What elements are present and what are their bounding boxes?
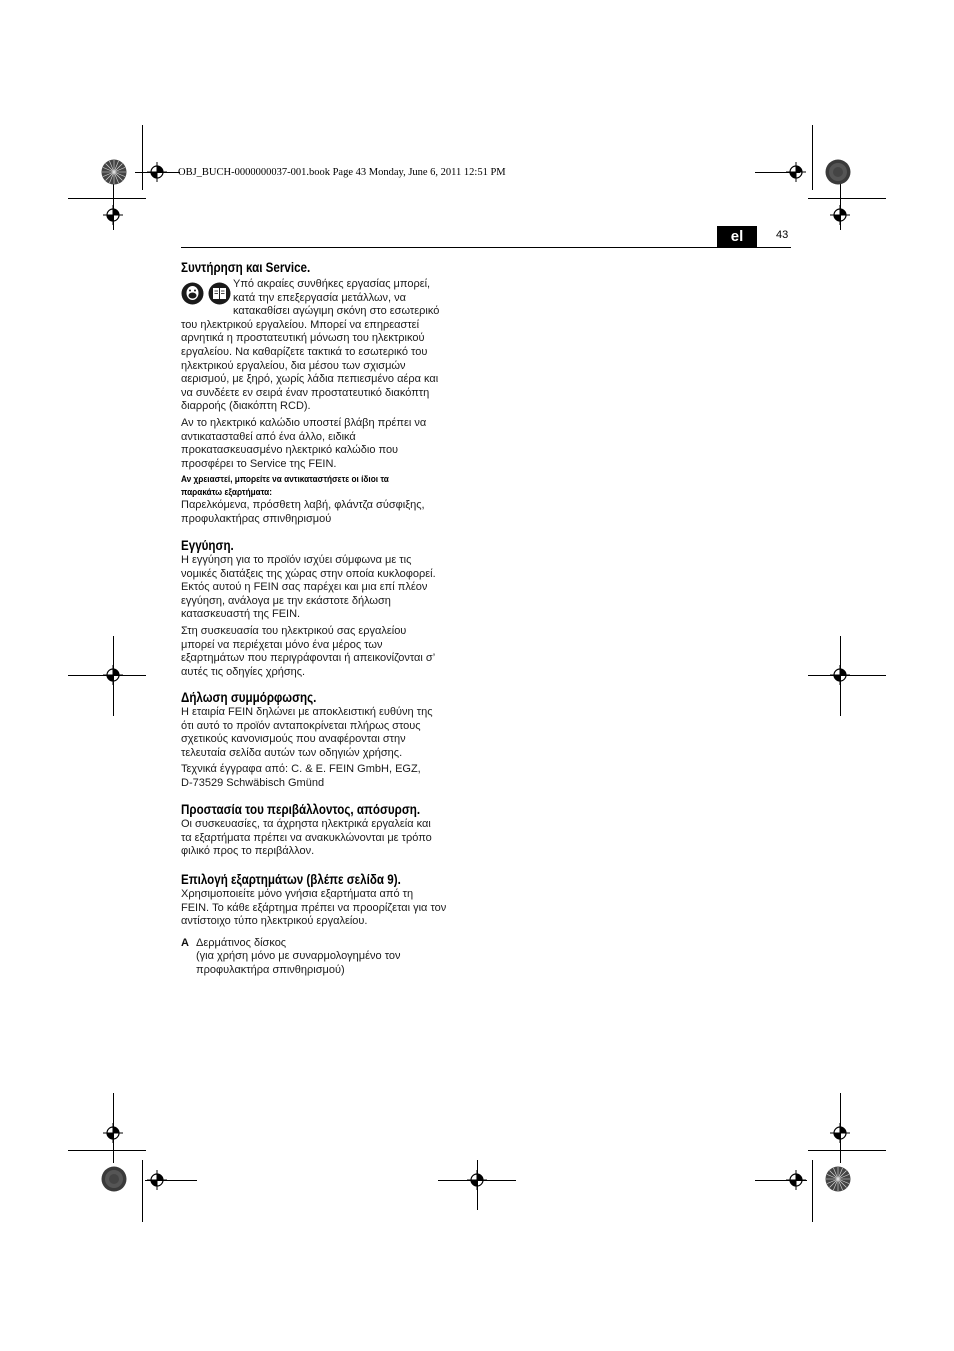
text-line: κατακαθίσει αγώγιμη σκόνη στο εσωτερικό: [233, 305, 440, 318]
crosshair-icon: [467, 1170, 487, 1190]
crosshair-icon: [103, 665, 123, 685]
environment-section: [181, 801, 481, 859]
text-line: Παρελκόμενα, πρόσθετη λαβή, φλάντζα σύσφιξης,: [181, 499, 425, 512]
header-rule: [181, 247, 791, 248]
text-line: τα εξαρτήματα πρέπει να ανακυκλώνονται με τρόπο: [181, 831, 432, 844]
text-line: ηλεκτρικού εργαλείου, δια μέσου των σχισμών: [181, 359, 406, 372]
accessory-item: [181, 937, 481, 978]
text-line: τελευταία σελίδα αυτών των οδηγιών χρήσης.: [181, 746, 403, 759]
text-line: κατασκευαστή της FEIN.: [181, 608, 301, 621]
crosshair-icon: [103, 205, 123, 225]
text-line: Αν χρειαστεί, μπορείτε να αντικαταστήσετε οι ίδιοι τα: [181, 474, 389, 486]
text-line: διαρροής (διακόπτη RCD).: [181, 400, 311, 413]
text-line: σχετικούς κανονισμούς που αναφέρονται στην: [181, 733, 406, 746]
section-title: Εγγύηση.: [181, 538, 234, 553]
text-line: αρνητικά η προστατευτική μόνωση του ηλεκτρικού: [181, 332, 425, 345]
crosshair-icon: [830, 1123, 850, 1143]
text-line: αντικατασταθεί από ένα άλλο, ειδικά: [181, 430, 356, 443]
crosshair-icon: [147, 1170, 167, 1190]
text-line: μπορεί να περιέχεται μόνο ένα μέρος των: [181, 638, 383, 651]
conformity-paragraph: [181, 706, 481, 760]
text-line: κατά την επεξεργασία μετάλλων, να: [233, 291, 407, 304]
text-line: D-73529 Schwäbisch Gmünd: [181, 776, 325, 789]
color-rosette-icon: [825, 1166, 851, 1192]
color-rosette-icon: [101, 1166, 127, 1192]
environment-paragraph: [181, 818, 481, 859]
text-line: παρακάτω εξαρτήματα:: [181, 486, 272, 498]
cable-paragraph: [181, 417, 481, 471]
text-line: Τεχνικά έγγραφα από: C. & E. FEIN GmbH, EGZ,: [181, 763, 421, 776]
text-line: FEIN. Το κάθε εξάρτημα πρέπει να προορίζεται για τον: [181, 901, 447, 914]
conformity-section: [181, 689, 481, 791]
text-line: του ηλεκτρικού εργαλείου. Μπορεί να επηρεαστεί: [181, 318, 420, 331]
accessories-section: [181, 871, 481, 978]
text-line: προσφέρει το Service της FEIN.: [181, 457, 337, 470]
conformity-paragraph: [181, 763, 481, 790]
maintenance-intro: [181, 278, 481, 319]
text-line: προκατασκευασμένο ηλεκτρικό καλώδιο που: [181, 444, 399, 457]
maintenance-paragraph: [181, 319, 481, 414]
section-title: Επιλογή εξαρτημάτων (βλέπε σελίδα 9).: [181, 872, 401, 887]
page-number: 43: [776, 229, 789, 241]
warranty-section: [181, 537, 481, 679]
color-rosette-icon: [825, 159, 851, 185]
crosshair-icon: [830, 205, 850, 225]
language-badge: el: [717, 226, 757, 247]
text-line: προφυλακτήρας σπινθηρισμού: [181, 512, 332, 525]
parts-paragraph: [181, 499, 481, 526]
text-line: (για χρήση μόνο με συναρμολογημένο τον: [196, 950, 401, 963]
text-line: Χρησιμοποιείτε μόνο γνήσια εξαρτήματα από τη: [181, 888, 414, 900]
maintenance-body: [181, 278, 481, 527]
accessories-paragraph: [181, 888, 481, 929]
text-line: εργαλείου. Να καθαρίζετε τακτικά το εσωτερικό του: [181, 345, 428, 358]
text-line: Αν το ηλεκτρικό καλώδιο υποστεί βλάβη πρέπει να: [181, 416, 427, 429]
crosshair-icon: [786, 1170, 806, 1190]
text-line: Δερμάτινος δίσκος: [196, 936, 287, 949]
maintenance-section: [181, 259, 481, 276]
text-line: Η εταιρία FEIN δηλώνει με αποκλειστική ευθύνη της: [181, 706, 433, 718]
text-line: Στη συσκευασία του ηλεκτρικού σας εργαλείου: [181, 624, 407, 637]
text-line: Η εγγύηση για το προϊόν ισχύει σύμφωνα με τις: [181, 554, 412, 566]
crosshair-icon: [830, 665, 850, 685]
color-rosette-icon: [101, 159, 127, 185]
text-line: αντίστοιχο τύπο ηλεκτρικού εργαλείου.: [181, 915, 368, 928]
section-title: Προστασία του περιβάλλοντος, απόσυρση.: [181, 802, 421, 817]
text-line: Υπό ακραίες συνθήκες εργασίας μπορεί,: [233, 278, 431, 290]
text-line: Οι συσκευασίες, τα άχρηστα ηλεκτρικά εργαλεία και: [181, 818, 431, 830]
section-title: Συντήρηση και Service.: [181, 260, 311, 275]
item-label: A: [181, 936, 189, 949]
replaceable-parts-note: [181, 474, 439, 499]
text-line: εξαρτημάτων που περιγράφονται ή απεικονίζονται σ’: [181, 652, 436, 665]
crosshair-icon: [103, 1123, 123, 1143]
crosshair-icon: [786, 162, 806, 182]
text-line: να συνδέετε εν σειρά έναν προστατευτικό διακόπτη: [181, 386, 430, 399]
text-line: αερισμού, με ξηρό, χωρίς λάδια πεπιεσμένο αέρα και: [181, 373, 439, 386]
text-line: προφυλακτήρα σπινθηρισμού): [196, 963, 345, 976]
text-line: εγγύηση, ανάλογα με την εκάστοτε δήλωση: [181, 594, 391, 607]
text-line: φιλικό προς το περιβάλλον.: [181, 845, 315, 858]
warranty-paragraph: [181, 625, 481, 679]
crosshair-icon: [147, 162, 167, 182]
section-title: Δήλωση συμμόρφωσης.: [181, 690, 317, 705]
text-line: Εκτός αυτού η FEIN σας παρέχει και μια επί πλέον: [181, 581, 428, 594]
text-line: ότι αυτό το προϊόν ανταποκρίνεται πλήρως στους: [181, 719, 421, 732]
text-line: νομικές διατάξεις της χώρας στην οποία κυκλοφορεί.: [181, 567, 436, 580]
text-line: αυτές τις οδηγίες χρήσης.: [181, 665, 306, 678]
file-info-header: OBJ_BUCH-0000000037-001.book Page 43 Monday, June 6, 2011 12:51 PM: [178, 167, 506, 178]
warranty-paragraph: [181, 554, 481, 622]
item-description: [181, 937, 481, 978]
